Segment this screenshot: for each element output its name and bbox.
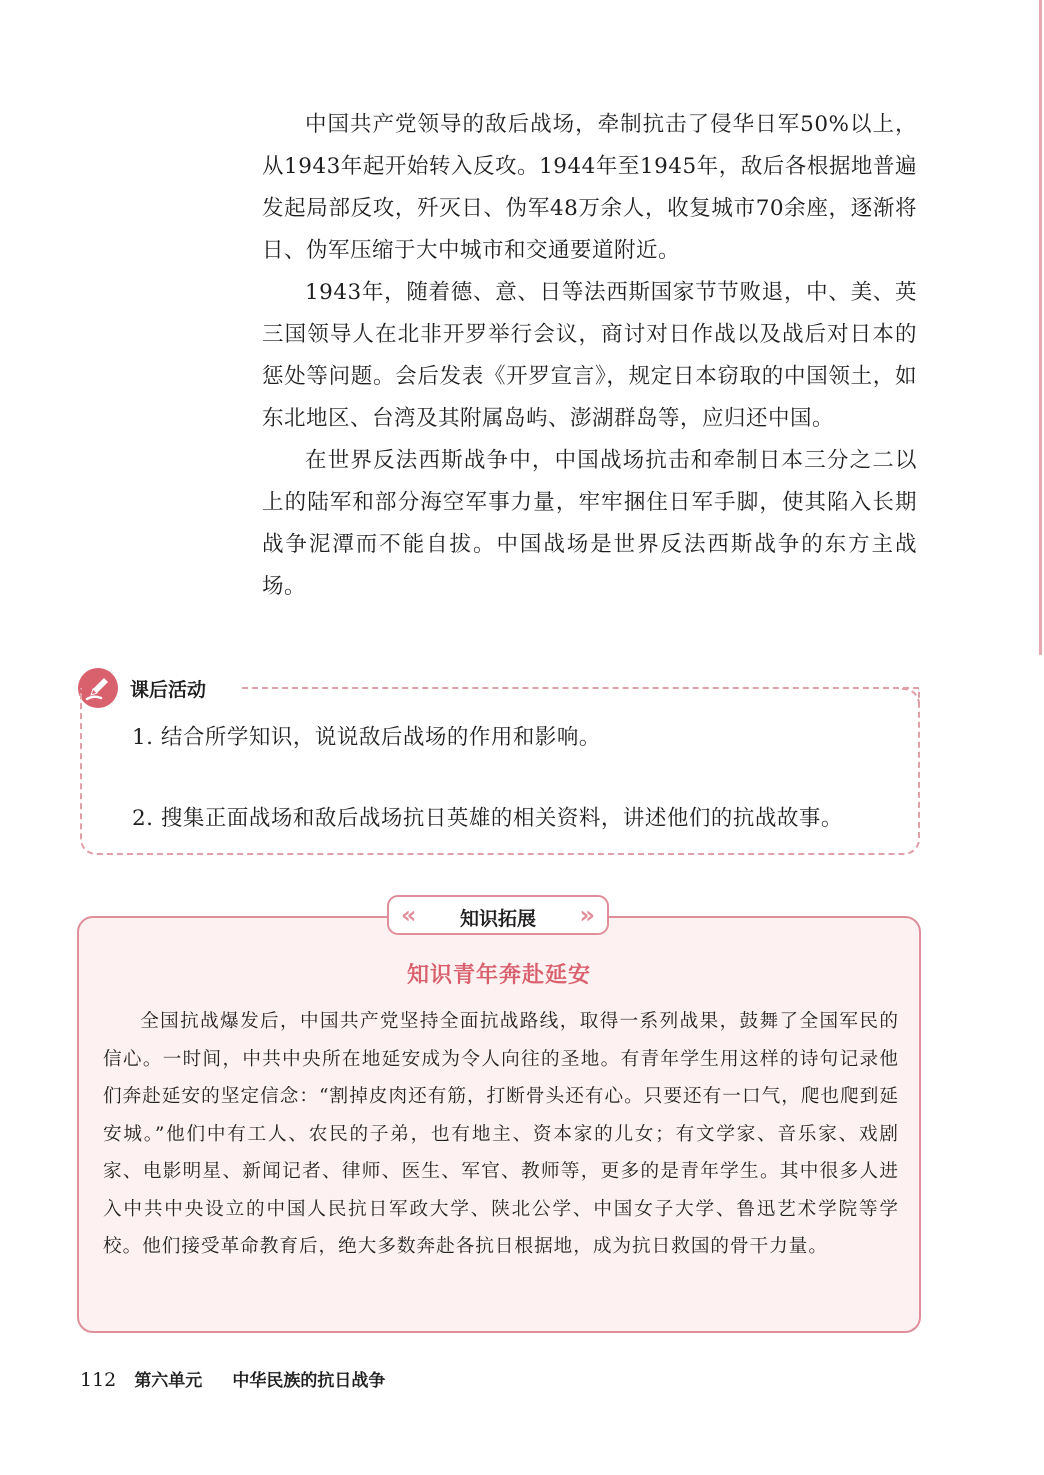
knowledge-tab bbox=[387, 895, 609, 935]
double-chevron-right-icon: » bbox=[579, 901, 595, 929]
page-footer bbox=[80, 1366, 385, 1391]
knowledge-tab-label: 知识拓展 bbox=[459, 908, 536, 930]
activity-item: 1. 结合所学知识，说说敌后战场的作用和影响。 bbox=[132, 725, 601, 750]
paragraph-3: 在世界反法西斯战争中，中国战场抗击和牵制日本三分之二以上的陆军和部分海空军事力量，牢牢捆住日军手脚，使其陷入长期战争泥潭而不能自拔。中国战场是世界反法西斯战争的东方主战场。 bbox=[262, 448, 917, 599]
unit-title: 中华民族的抗日战争 bbox=[232, 1371, 386, 1391]
page-number: 112 bbox=[80, 1369, 117, 1391]
knowledge-text: 全国抗战爆发后，中国共产党坚持全面抗战路线，取得一系列战果，鼓舞了全国军民的信心。一时间，中共中央所在地延安成为令人向往的圣地。有青年学生用这样的诗句记录他们奔赴延安的坚定信念：“割掉皮肉还有筋，打断骨头还有心。只要还有一口气，爬也爬到延安城。”他们中有工人、农民的子弟，也有地主、资本家的儿女；有文学家、音乐家、戏剧家、电影明星、新闻记者、律师、医生、军官、教师等，更多的是青年学生。其中很多人进入中共中央设立的中国人民抗日军政大学、陕北公学、中国女子大学、鲁迅艺术学院等学校。他们接受革命教育后，绝大多数奔赴各抗日根据地，成为抗日救国的骨干力量。 bbox=[103, 1011, 899, 1257]
double-chevron-left-icon: « bbox=[401, 901, 417, 929]
page-edge-line bbox=[1039, 0, 1042, 655]
paragraph-2: 1943年，随着德、意、日等法西斯国家节节败退，中、美、英三国领导人在北非开罗举行会议，商讨对日作战以及战后对日本的惩处等问题。会后发表《开罗宣言》，规定日本窃取的中国领土，如东北地区、台湾及其附属岛屿、澎湖群岛等，应归还中国。 bbox=[262, 280, 917, 431]
unit-label: 第六单元 bbox=[134, 1371, 203, 1391]
activity-item: 2. 搜集正面战场和敌后战场抗日英雄的相关资料，讲述他们的抗战故事。 bbox=[132, 806, 843, 831]
activity-box bbox=[80, 688, 920, 855]
paragraph-1: 中国共产党领导的敌后战场，牵制抗击了侵华日军50%以上，从1943年起开始转入反攻。1944年至1945年，敌后各根据地普遍发起局部反攻，歼灭日、伪军48万余人，收复城市70余座，逐渐将日、伪军压缩于大中城市和交通要道附近。 bbox=[262, 112, 917, 263]
main-text bbox=[262, 104, 917, 608]
knowledge-heading: 知识青年奔赴延安 bbox=[406, 962, 591, 988]
knowledge-box bbox=[77, 916, 921, 1333]
activity-title: 课后活动 bbox=[130, 679, 207, 701]
